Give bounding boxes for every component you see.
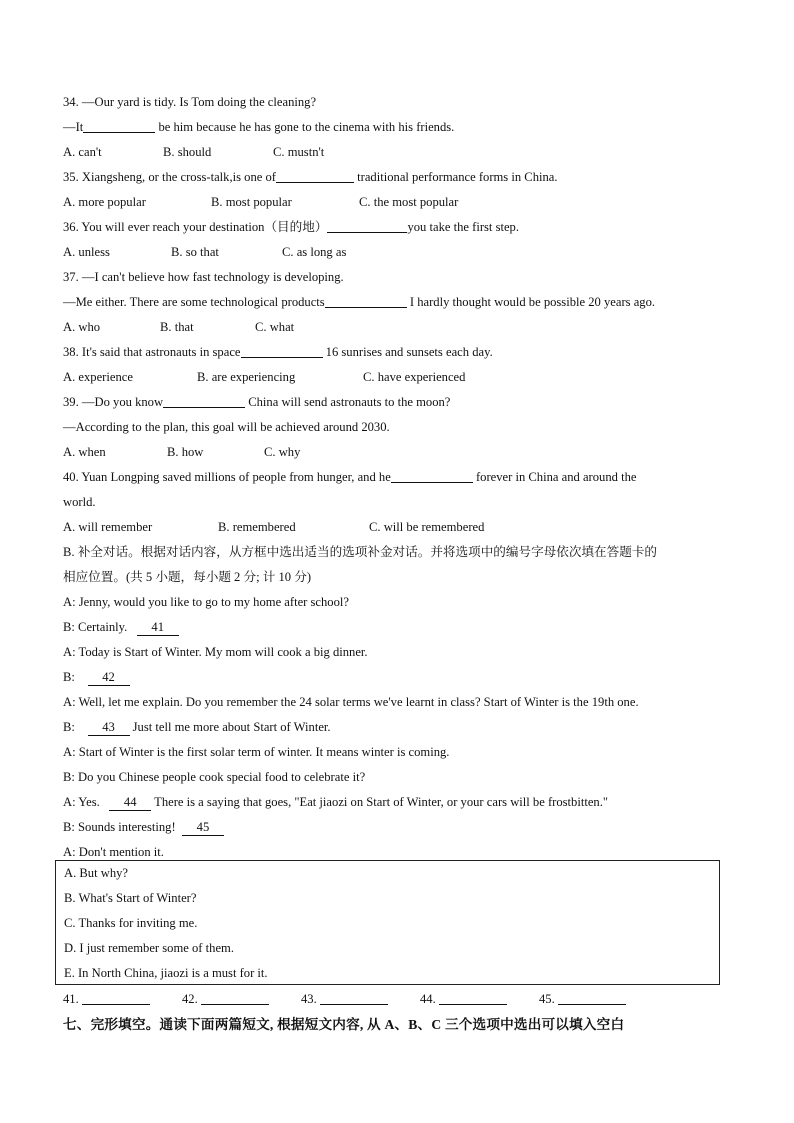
blank-44[interactable]: 44 <box>109 795 151 811</box>
q37-stem: 37. —I can't believe how fast technology is developing. <box>63 270 344 284</box>
q36-stem <box>63 215 727 240</box>
q34-stem: 34. —Our yard is tidy. Is Tom doing the cleaning? <box>63 95 317 109</box>
q37-answer-line <box>63 290 727 315</box>
q40-option-c[interactable]: C. will be remembered <box>369 520 485 534</box>
section-b-instructions-cont: 相应位置。(共 5 小题，每小题 2 分; 计 10 分) <box>63 570 312 584</box>
section-7-heading: 七、完形填空。通读下面两篇短文, 根据短文内容, 从 A、B、C 三个选项中选出可以填入空白 <box>63 1017 625 1032</box>
blank-43[interactable]: 43 <box>88 720 130 736</box>
q39-option-a[interactable]: A. when <box>63 445 106 459</box>
dialogue-line: B: Do you Chinese people cook special food to celebrate it? <box>63 770 366 784</box>
dialogue-line <box>63 615 727 640</box>
q38-option-c[interactable]: C. have experienced <box>363 370 466 384</box>
dialogue-text: There is a saying that goes, "Eat jiaozi on Start of Winter, or your cars will be frostbitten." <box>151 795 609 809</box>
dialogue-line: A: Well, let me explain. Do you remember the 24 solar terms we've learnt in class? Start of Winter is the 19th one. <box>63 695 639 709</box>
q40-options <box>63 515 727 540</box>
q36-options <box>63 240 727 265</box>
answer-label: 41. <box>63 992 79 1006</box>
answer-45 <box>539 987 626 1012</box>
q40-blank[interactable] <box>391 467 473 483</box>
q35-pre: 35. Xiangsheng, or the cross-talk,is one of <box>63 170 276 184</box>
box-option-e: E. In North China, jiaozi is a must for it. <box>64 966 268 980</box>
q38-stem <box>63 340 727 365</box>
q38-options <box>63 365 727 390</box>
answer-label: 42. <box>182 992 198 1006</box>
answer-43 <box>301 987 388 1012</box>
answer-label: 44. <box>420 992 436 1006</box>
dialogue-speaker-text: A: Yes. <box>63 795 100 809</box>
dialogue-line: A: Jenny, would you like to go to my home after school? <box>63 595 349 609</box>
answer-blank[interactable] <box>320 989 388 1005</box>
q37-pre: —Me either. There are some technological products <box>63 295 325 309</box>
q35-option-a[interactable]: A. more popular <box>63 195 146 209</box>
answer-blank[interactable] <box>439 989 507 1005</box>
q34-option-b[interactable]: B. should <box>163 145 212 159</box>
q38-option-b[interactable]: B. are experiencing <box>197 370 296 384</box>
q34-answer-line <box>63 115 727 140</box>
dialogue-line: A: Don't mention it. <box>63 845 164 859</box>
q38-option-a[interactable]: A. experience <box>63 370 133 384</box>
q35-option-c[interactable]: C. the most popular <box>359 195 459 209</box>
dialogue-line <box>63 790 727 815</box>
answer-42 <box>182 987 269 1012</box>
q36-post: you take the first step. <box>407 220 520 234</box>
answer-blank[interactable] <box>558 989 626 1005</box>
q39-stem <box>63 390 727 415</box>
answer-label: 43. <box>301 992 317 1006</box>
q38-post: 16 sunrises and sunsets each day. <box>322 345 493 359</box>
q36-option-a[interactable]: A. unless <box>63 245 110 259</box>
q37-post: I hardly thought would be possible 20 years ago. <box>406 295 656 309</box>
dialogue-speaker-text: B: <box>63 670 75 684</box>
q40-pre: 40. Yuan Longping saved millions of people from hunger, and he <box>63 470 391 484</box>
q35-options <box>63 190 727 215</box>
q39-options <box>63 440 727 465</box>
dialogue-line: A: Start of Winter is the first solar term of winter. It means winter is coming. <box>63 745 450 759</box>
answer-44 <box>420 987 507 1012</box>
q36-option-c[interactable]: C. as long as <box>282 245 347 259</box>
q39-option-c[interactable]: C. why <box>264 445 301 459</box>
q36-pre: 36. You will ever reach your destination（目的地） <box>63 220 328 234</box>
dialogue-line <box>63 815 727 840</box>
dialogue-line: A: Today is Start of Winter. My mom will cook a big dinner. <box>63 645 368 659</box>
answer-blank[interactable] <box>201 989 269 1005</box>
q34-pre: —It <box>63 120 84 134</box>
dialogue-speaker-text: B: Certainly. <box>63 620 128 634</box>
q40-option-b[interactable]: B. remembered <box>218 520 296 534</box>
q40-option-a[interactable]: A. will remember <box>63 520 153 534</box>
q36-blank[interactable] <box>327 217 407 233</box>
q34-options <box>63 140 727 165</box>
q36-option-b[interactable]: B. so that <box>171 245 219 259</box>
q35-blank[interactable] <box>276 167 354 183</box>
box-option-c: C. Thanks for inviting me. <box>64 916 198 930</box>
q37-blank[interactable] <box>325 292 407 308</box>
q35-option-b[interactable]: B. most popular <box>211 195 292 209</box>
dialogue-line <box>63 665 727 690</box>
answer-label: 45. <box>539 992 555 1006</box>
q34-option-c[interactable]: C. mustn't <box>273 145 325 159</box>
q40-continuation: world. <box>63 495 96 509</box>
q35-stem <box>63 165 727 190</box>
q40-post: forever in China and around the <box>472 470 637 484</box>
q39-post: China will send astronauts to the moon? <box>245 395 451 409</box>
q34-blank[interactable] <box>83 117 155 133</box>
blank-41[interactable]: 41 <box>137 620 179 636</box>
dialogue-line <box>63 715 727 740</box>
box-option-d: D. I just remember some of them. <box>64 941 234 955</box>
dialogue-speaker-text: B: <box>63 720 75 734</box>
q38-blank[interactable] <box>241 342 323 358</box>
q39-blank[interactable] <box>163 392 245 408</box>
dialogue-text: Just tell me more about Start of Winter. <box>129 720 331 734</box>
q39-option-b[interactable]: B. how <box>167 445 204 459</box>
q40-stem <box>63 465 727 490</box>
q37-option-b[interactable]: B. that <box>160 320 194 334</box>
box-option-a: A. But why? <box>64 866 129 880</box>
q38-pre: 38. It's said that astronauts in space <box>63 345 241 359</box>
q34-post: be him because he has gone to the cinema with his friends. <box>155 120 455 134</box>
box-option-b: B. What's Start of Winter? <box>64 891 197 905</box>
blank-42[interactable]: 42 <box>88 670 130 686</box>
answer-blank[interactable] <box>82 989 150 1005</box>
dialogue-speaker-text: B: Sounds interesting! <box>63 820 176 834</box>
q37-options <box>63 315 727 340</box>
blank-45[interactable]: 45 <box>182 820 224 836</box>
options-box <box>55 860 720 985</box>
q39-pre: 39. —Do you know <box>63 395 164 409</box>
q37-option-c[interactable]: C. what <box>255 320 295 334</box>
exam-page <box>63 90 727 865</box>
q37-option-a[interactable]: A. who <box>63 320 101 334</box>
section-b-instructions: B. 补全对话。根据对话内容，从方框中选出适当的选项补金对话。并将选项中的编号字母依次填在答题卡的 <box>63 545 658 559</box>
answer-41 <box>63 987 150 1012</box>
q39-context: —According to the plan, this goal will be achieved around 2030. <box>63 420 390 434</box>
q35-post: traditional performance forms in China. <box>354 170 558 184</box>
q34-option-a[interactable]: A. can't <box>63 145 102 159</box>
